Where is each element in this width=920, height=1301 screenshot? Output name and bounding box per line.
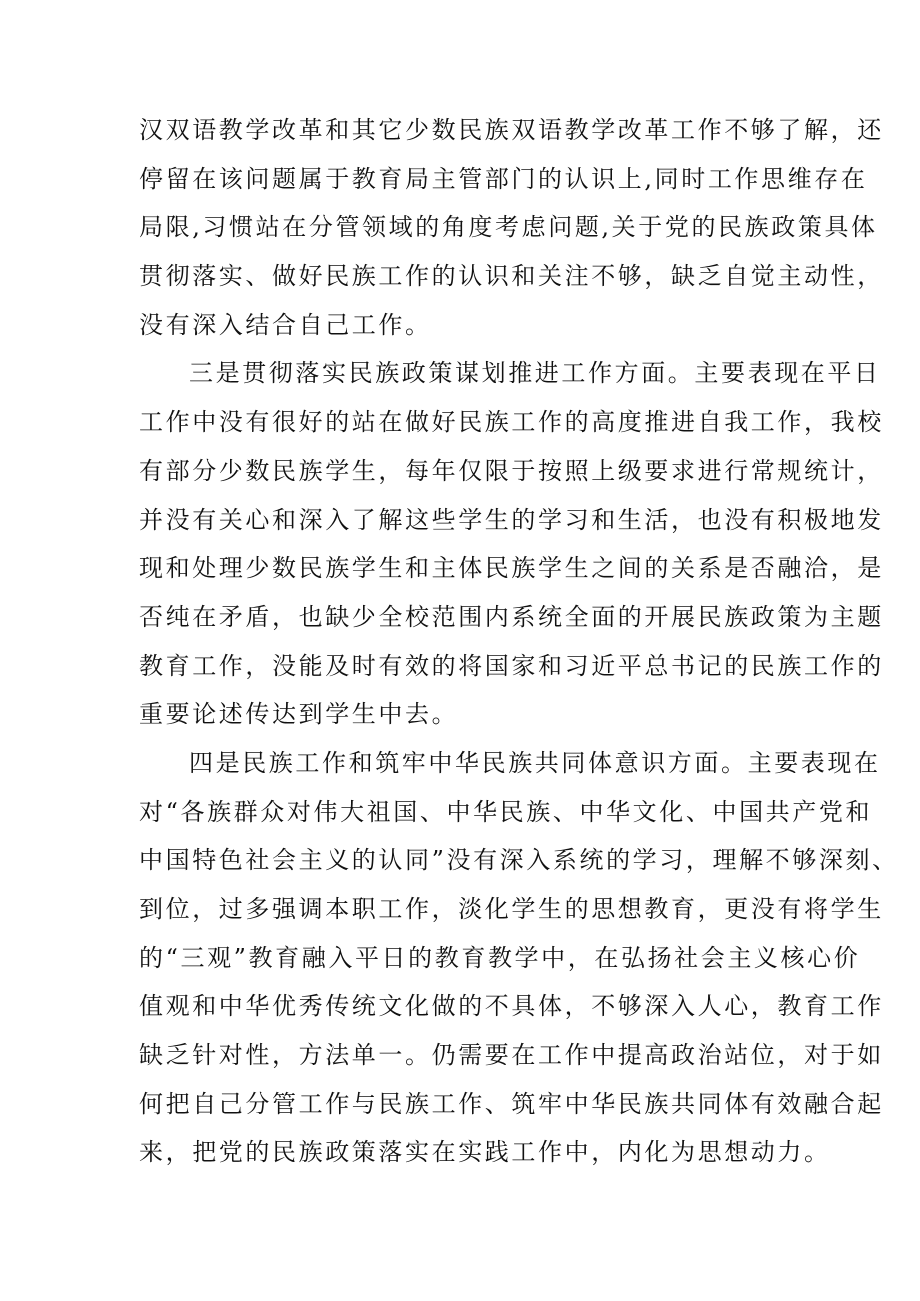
text-line: 有部分少数民族学生，每年仅限于按照上级要求进行常规统计， (139, 456, 884, 485)
text-line: 并没有关心和深入了解这些学生的学习和生活，也没有积极地发 (139, 505, 884, 534)
document-body (139, 106, 899, 1177)
text-line: 重要论述传达到学生中去。 (139, 700, 459, 729)
text-line: 四是民族工作和筑牢中华民族共同体意识方面。主要表现在 (189, 748, 881, 777)
text-line: 否纯在矛盾，也缺少全校范围内系统全面的开展民族政策为主题 (139, 602, 884, 631)
text-line: 汉双语教学改革和其它少数民族双语教学改革工作不够了解，还 (139, 116, 884, 144)
text-line: 停留在该问题属于教育局主管部门的认识上,同时工作思维存在 (139, 164, 868, 193)
paragraph-point-three (139, 349, 884, 739)
text-line: 局限,习惯站在分管领域的角度考虑问题,关于党的民族政策具体 (139, 213, 878, 242)
text-line: 对“各族群众对伟大祖国、中华民族、中华文化、中国共产党和 (139, 797, 873, 826)
text-line: 的“三观”教育融入平日的教育教学中，在弘扬社会主义核心价 (139, 943, 861, 972)
text-line: 贯彻落实、做好民族工作的认识和关注不够，缺乏自觉主动性， (139, 262, 884, 291)
text-line: 三是贯彻落实民族政策谋划推进工作方面。主要表现在平日 (189, 359, 881, 388)
text-line: 到位，过多强调本职工作，淡化学生的思想教育，更没有将学生 (139, 895, 884, 923)
text-line: 何把自己分管工作与民族工作、筑牢中华民族共同体有效融合起 (139, 1089, 884, 1118)
text-line: 来，把党的民族政策落实在实践工作中，内化为思想动力。 (139, 1138, 831, 1167)
paragraph-continuation (139, 106, 884, 349)
text-line: 没有深入结合自己工作。 (139, 310, 432, 339)
text-line: 缺乏针对性，方法单一。仍需要在工作中提高政治站位，对于如 (139, 1041, 884, 1070)
text-line: 值观和中华优秀传统文化做的不具体，不够深入人心，教育工作 (139, 992, 884, 1021)
text-line: 中国特色社会主义的认同”没有深入系统的学习，理解不够深刻、 (139, 846, 899, 875)
text-line: 现和处理少数民族学生和主体民族学生之间的关系是否融洽，是 (139, 554, 884, 583)
text-line: 教育工作，没能及时有效的将国家和习近平总书记的民族工作的 (139, 651, 884, 680)
text-line: 工作中没有很好的站在做好民族工作的高度推进自我工作，我校 (139, 408, 884, 437)
paragraph-point-four (139, 739, 899, 1177)
